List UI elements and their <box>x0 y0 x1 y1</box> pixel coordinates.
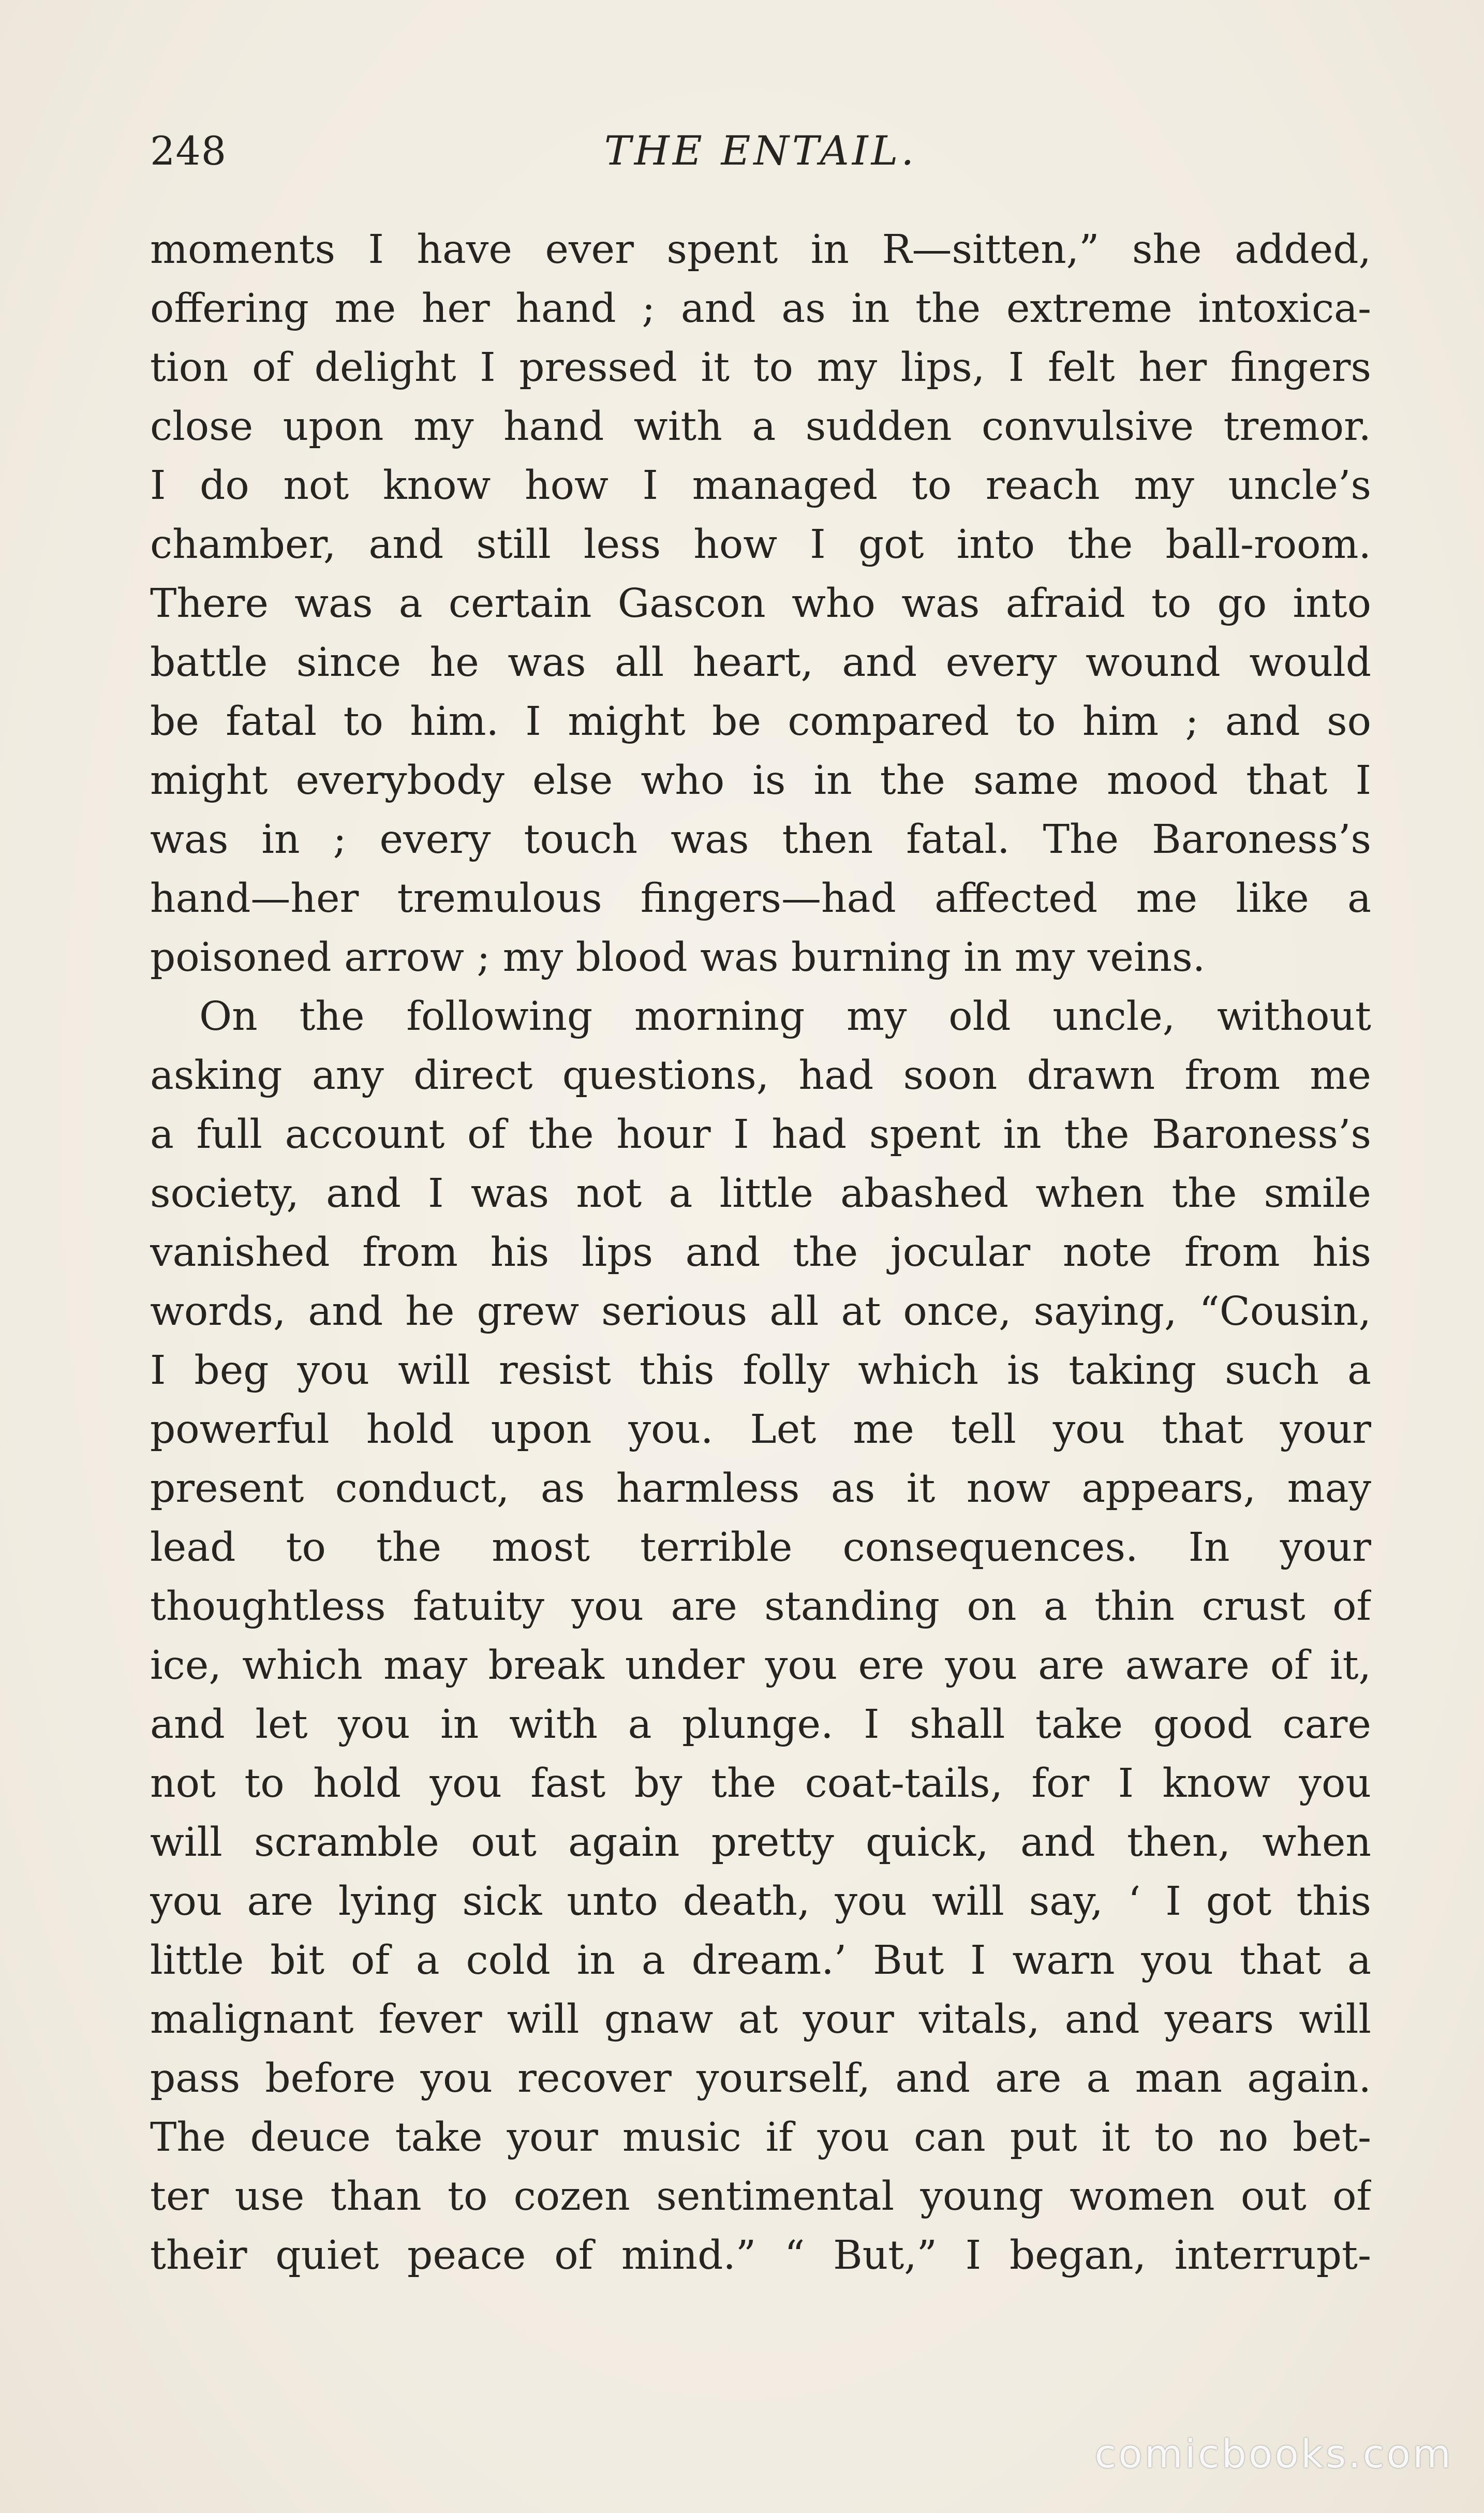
text-line: society, and I was not a little abashed when the smile <box>150 1171 1371 1217</box>
text-line: close upon my hand with a sudden convulsive tremor. <box>150 404 1371 450</box>
text-line: moments I have ever spent in R—sitten,” she added, <box>150 227 1371 273</box>
text-line: present conduct, as harmless as it now appears, may <box>150 1466 1371 1512</box>
text-line: malignant fever will gnaw at your vitals, and years will <box>150 1997 1371 2043</box>
text-line: I beg you will resist this folly which is taking such a <box>150 1348 1371 1394</box>
text-line: There was a certain Gascon who was afraid to go into <box>150 581 1371 627</box>
watermark: comicbooks.com <box>1094 2431 1453 2477</box>
text-line: lead to the most terrible consequences. In your <box>150 1525 1371 1571</box>
text-line: powerful hold upon you. Let me tell you that your <box>150 1407 1371 1453</box>
body-text <box>150 220 1371 2285</box>
text-line: I do not know how I managed to reach my uncle’s <box>150 463 1371 509</box>
text-line: chamber, and still less how I got into the ball-room. <box>150 522 1371 568</box>
text-line: words, and he grew serious all at once, saying, “Cousin, <box>150 1289 1371 1335</box>
text-line: and let you in with a plunge. I shall take good care <box>150 1702 1371 1748</box>
text-line: a full account of the hour I had spent in the Baroness’s <box>150 1112 1371 1158</box>
text-line: tion of delight I pressed it to my lips, I felt her fingers <box>150 345 1371 391</box>
text-line: be fatal to him. I might be compared to him ; and so <box>150 699 1371 745</box>
text-line: ter use than to cozen sentimental young women out of <box>150 2174 1371 2220</box>
text-line: you are lying sick unto death, you will say, ‘ I got this <box>150 1879 1371 1925</box>
page-header <box>150 120 1371 182</box>
text-line: thoughtless fatuity you are standing on a thin crust of <box>150 1584 1371 1630</box>
text-line: might everybody else who is in the same mood that I <box>150 758 1371 804</box>
text-line: will scramble out again pretty quick, and then, when <box>150 1820 1371 1866</box>
text-line: vanished from his lips and the jocular note from his <box>150 1230 1371 1276</box>
text-line: asking any direct questions, had soon drawn from me <box>150 1053 1371 1099</box>
text-line: ice, which may break under you ere you are aware of it, <box>150 1643 1371 1689</box>
text-line: offering me her hand ; and as in the extreme intoxica- <box>150 286 1371 332</box>
text-line: little bit of a cold in a dream.’ But I warn you that a <box>150 1938 1371 1984</box>
text-line: On the following morning my old uncle, without <box>199 994 1371 1040</box>
text-line: hand—her tremulous fingers—had affected me like a <box>150 876 1371 922</box>
text-line: their quiet peace of mind.” “ But,” I began, interrupt- <box>150 2233 1371 2279</box>
text-line: poisoned arrow ; my blood was burning in my veins. <box>150 935 1206 981</box>
text-line: pass before you recover yourself, and are a man again. <box>150 2056 1371 2102</box>
text-line: The deuce take your music if you can put it to no bet- <box>150 2115 1371 2161</box>
text-line: battle since he was all heart, and every wound would <box>150 640 1371 686</box>
page-number: 248 <box>150 128 227 174</box>
text-line: was in ; every touch was then fatal. The Baroness’s <box>150 817 1371 863</box>
running-title: THE ENTAIL. <box>604 128 917 174</box>
text-line: not to hold you fast by the coat-tails, for I know you <box>150 1761 1371 1807</box>
